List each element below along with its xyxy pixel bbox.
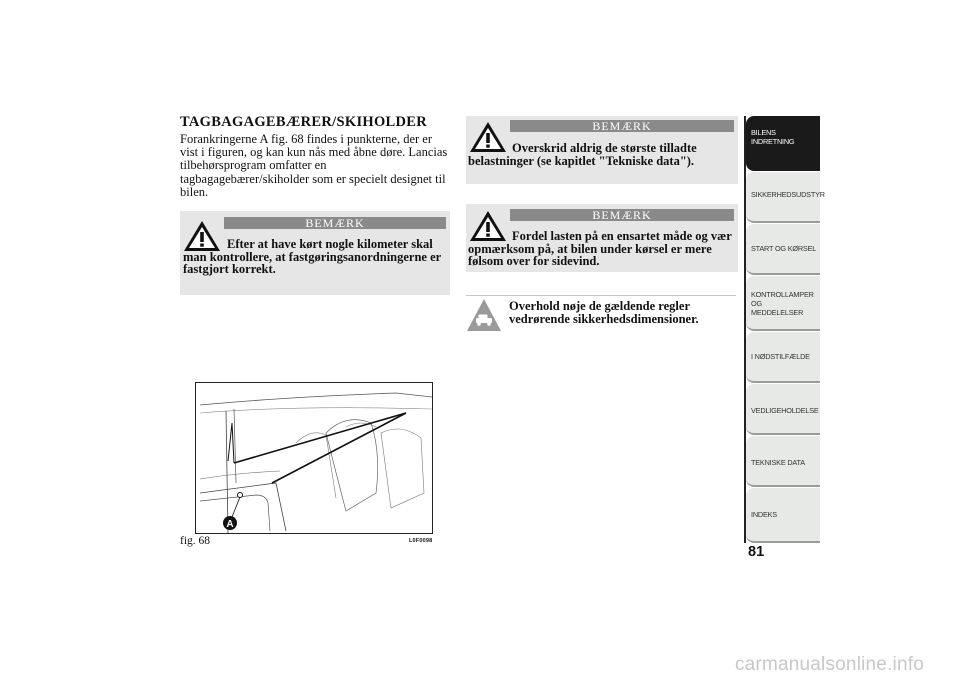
notice-text: Efter at have kørt nogle kilometer skal man kontrollere, at fastgøringsanordningerne er fastgjort korrekt. bbox=[183, 237, 441, 277]
site-watermark: carmanualsonline.info bbox=[734, 654, 924, 675]
notice-text: Fordel lasten på en ensartet måde og vær opmærksom på, at bilen under kørsel er mere følsom over for sidevind. bbox=[468, 229, 732, 269]
car-door-illustration bbox=[196, 383, 432, 533]
notice-box-right-2 bbox=[466, 204, 738, 272]
body-paragraph: Forankringerne A fig. 68 findes i punkterne, der er vist i figuren, og kan kun nås med åbne døre. Lancias tilbehørsprogram omfatter en tagbagagebærer/skiholder som er specielt designet til bilen. bbox=[180, 132, 448, 199]
tab-tekniske-data[interactable]: TEKNISKE DATA bbox=[746, 436, 820, 487]
notice-title: BEMÆRK bbox=[224, 217, 446, 229]
tab-sikkerhedsudstyr[interactable]: SIKKERHEDSUDSTYR bbox=[746, 172, 820, 223]
tab-kontrollamper[interactable]: KONTROLLAMPER OG MEDDELELSER bbox=[746, 276, 820, 331]
notice-box-left bbox=[180, 211, 450, 295]
tab-start-og-korsel[interactable]: START OG KØRSEL bbox=[746, 224, 820, 275]
figure-car-roof-anchors bbox=[195, 382, 433, 534]
tab-indeks[interactable]: INDEKS bbox=[746, 488, 820, 543]
section-heading: TAGBAGAGEBÆRER/SKIHOLDER bbox=[180, 114, 428, 130]
tab-vedligeholdelse[interactable]: VEDLIGEHOLDELSE bbox=[746, 384, 820, 435]
figure-caption: fig. 68 bbox=[180, 535, 211, 547]
notice-title: BEMÆRK bbox=[510, 120, 734, 132]
notice-box-right-1 bbox=[466, 116, 738, 184]
notice-text: Overskrid aldrig de største tilladte belastninger (se kapitlet "Tekniske data"). bbox=[468, 141, 697, 168]
page-number: 81 bbox=[748, 544, 765, 560]
note-divider bbox=[466, 295, 736, 296]
notice-title: BEMÆRK bbox=[510, 209, 734, 221]
tab-i-nodstilfaelde[interactable]: I NØDSTILFÆLDE bbox=[746, 332, 820, 383]
car-load-icon bbox=[466, 297, 502, 333]
figure-code: L0F0098 bbox=[409, 538, 433, 544]
figure-marker-a: A bbox=[226, 519, 234, 530]
tab-bilens-indretning[interactable]: BILENS INDRETNING bbox=[746, 116, 820, 171]
note-text: Overhold nøje de gældende regler vedrørende sikkerhedsdimensioner. bbox=[509, 299, 699, 326]
